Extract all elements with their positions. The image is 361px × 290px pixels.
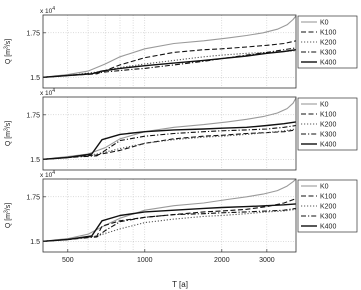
series-line-k300 — [43, 208, 296, 241]
x-tick-label: 1000 — [137, 257, 153, 264]
legend-label: K200 — [320, 39, 337, 47]
legend-label: K100 — [320, 111, 337, 119]
chart-panel-1 — [4, 6, 358, 88]
legend — [298, 180, 357, 232]
x-tick-label: 500 — [61, 257, 74, 264]
y-axis-label-sup: 3 — [3, 128, 10, 131]
multiplier-base: x 10 — [40, 90, 53, 97]
y-axis-label-end: /s] — [5, 38, 12, 47]
y-tick-label: 1.5 — [30, 156, 40, 164]
legend-label: K0 — [320, 183, 329, 191]
series-line-k200 — [43, 209, 296, 241]
legend-label: K400 — [320, 141, 337, 149]
multiplier-exponent: 4 — [52, 88, 56, 94]
y-axis-label-sup: 3 — [3, 210, 10, 213]
x-tick-label: 3000 — [259, 257, 275, 264]
y-tick-label: 1.75 — [26, 30, 40, 38]
series-line-k100 — [43, 199, 296, 242]
plot-frame — [43, 15, 296, 88]
series-line-k400 — [43, 50, 296, 78]
chart-panel-3 — [4, 170, 358, 264]
y-axis-label-base: Q [m — [5, 131, 12, 147]
legend — [298, 16, 357, 68]
y-multiplier-label — [40, 170, 55, 179]
legend-label: K0 — [320, 19, 329, 27]
y-axis-label — [4, 203, 13, 228]
legend-label: K100 — [320, 29, 337, 37]
legend-label: K300 — [320, 131, 337, 139]
legend-label: K100 — [320, 193, 337, 201]
multiplier-base: x 10 — [40, 8, 53, 15]
legend-label: K300 — [320, 213, 337, 221]
legend-label: K0 — [320, 101, 329, 109]
multiplier-exponent: 4 — [52, 6, 56, 12]
y-tick-label: 1.75 — [26, 194, 40, 202]
series-line-k0 — [43, 98, 296, 159]
y-tick-label: 1.5 — [30, 238, 40, 246]
y-multiplier-label — [40, 6, 55, 15]
y-tick-label: 1.75 — [26, 112, 40, 120]
y-axis-label-sup: 3 — [3, 46, 10, 49]
y-axis-label-base: Q [m — [5, 49, 12, 65]
x-axis-label: T [a] — [172, 280, 188, 289]
series-line-k0 — [43, 16, 296, 77]
y-axis-label-base: Q [m — [5, 213, 12, 229]
legend-label: K200 — [320, 203, 337, 211]
y-axis-label — [4, 121, 13, 146]
y-multiplier-label — [40, 88, 55, 97]
legend-label: K200 — [320, 121, 337, 129]
legend-label: K300 — [320, 49, 337, 57]
legend — [298, 98, 357, 150]
multiplier-base: x 10 — [40, 172, 53, 179]
x-tick-label: 2000 — [214, 257, 230, 264]
y-tick-label: 1.5 — [30, 74, 40, 82]
y-axis-label — [4, 39, 13, 64]
y-axis-label-end: /s] — [5, 202, 12, 211]
chart-panel-2 — [4, 88, 358, 170]
legend-label: K400 — [320, 59, 337, 67]
legend-label: K400 — [320, 223, 337, 231]
multiplier-exponent: 4 — [52, 170, 56, 176]
plot-frame — [43, 179, 296, 252]
y-axis-label-end: /s] — [5, 120, 12, 129]
